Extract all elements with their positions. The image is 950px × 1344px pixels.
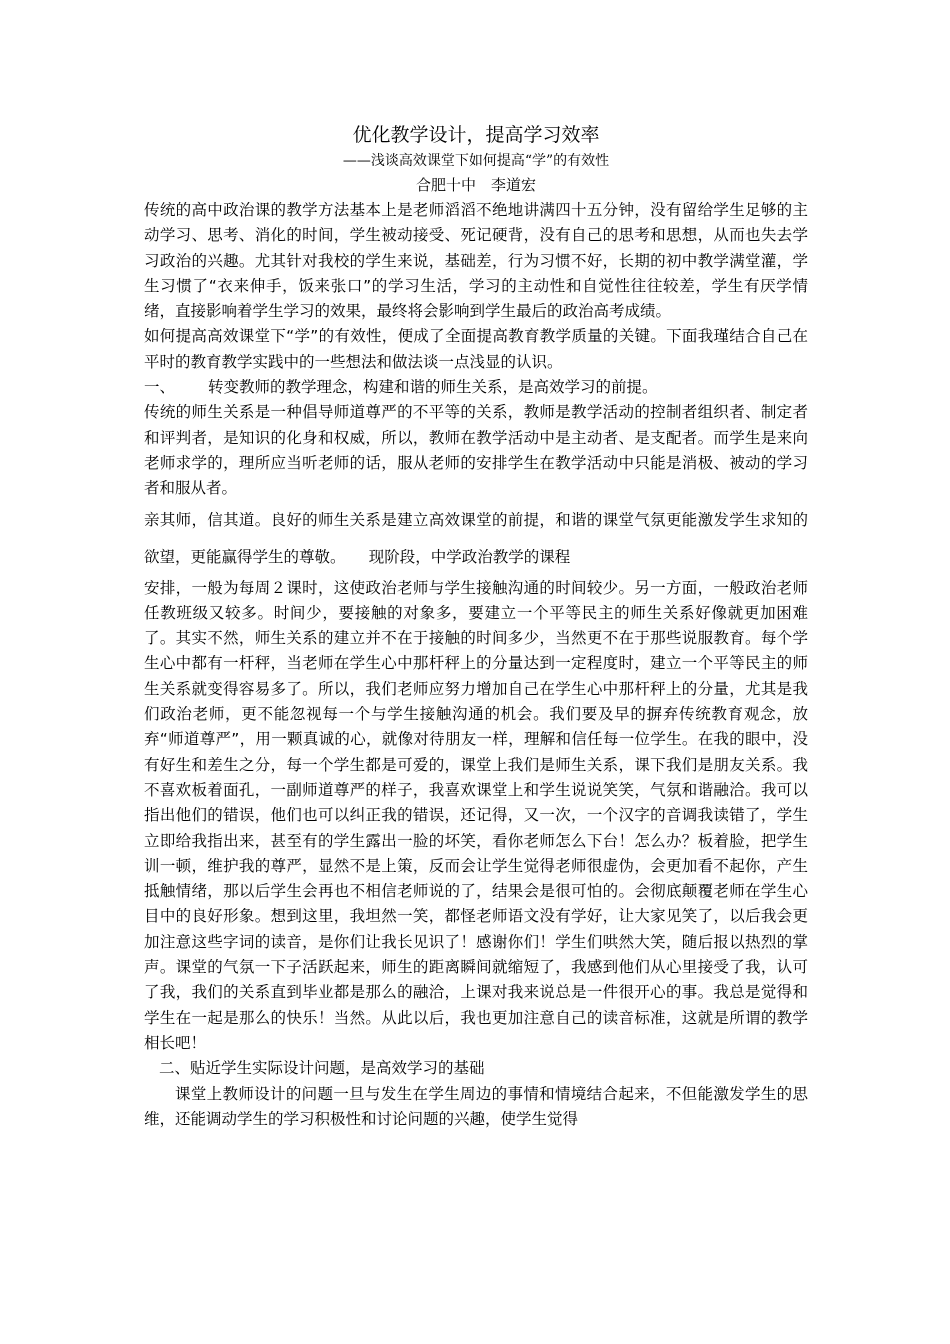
paragraph-thesis: 如何提高高效课堂下“学”的有效性，便成了全面提高教育教学质量的关键。下面我瑾结合自己在平时的教育教学实践中的一些想法和做法谈一点浅显的认识。: [144, 327, 808, 371]
document-page: [144, 120, 808, 1132]
paragraph-good-relationship: 亲其师，信其道。良好的师生关系是建立高效课堂的前提，和谐的课堂气氛更能激发学生求知的欲望，更能赢得学生的尊敬。 现阶段，中学政治教学的课程: [144, 510, 808, 566]
document-title: 优化教学设计，提高学习效率: [352, 124, 600, 146]
document-subtitle: ——浅谈高效课堂下如何提高“学”的有效性: [342, 153, 610, 169]
paragraph-intro: 传统的高中政治课的教学方法基本上是老师滔滔不绝地讲满四十五分钟，没有留给学生足够的主动学习、思考、消化的时间，学生被动接受、死记硬背，没有自己的思考和思想，从而也失去学习政治的兴趣。尤其针对我校的学生来说，基础差，行为习惯不好，长期的初中教学满堂灌，学生习惯了“衣来伸手，饭来张口”的学习生活，学习的主动性和自觉性往往较差，学生有厌学情绪，直接影响着学生学习的效果，最终将会影响到学生最后的政治高考成绩。: [144, 201, 808, 321]
section-number: 一、: [144, 378, 176, 397]
section-heading-1: [144, 375, 808, 400]
section-heading-text: 转变教师的教学理念，构建和谐的师生关系，是高效学习的前提。: [208, 378, 658, 397]
paragraph-anecdote: 安排，一般为每周２课时，这使政治老师与学生接触沟通的时间较少。另一方面，一般政治老师任教班级又较多。时间少，要接触的对象多，要建立一个平等民主的师生关系好像就更加困难了。其实不然，师生关系的建立并不在于接触的时间多少，当然更不在于那些说服教育。每个学生心中都有一杆秤，当老师在学生心中那杆秤上的分量达到一定程度时，建立一个平等民主的师生关系就变得容易多了。所以，我们老师应努力增加自己在学生心中那杆秤上的分量，尤其是我们政治老师，更不能忽视每一个与学生接触沟通的机会。我们要及早的摒弃传统教育观念，放弃“师道尊严”，用一颗真诚的心，就像对待朋友一样，理解和信任每一位学生。在我的眼中，没有好生和差生之分，每一个学生都是可爱的，课堂上我们是师生关系，课下我们是朋友关系。我不喜欢板着面孔，一副师道尊严的样子，我喜欢课堂上和学生说说笑笑，气氛和谐融洽。我可以指出他们的错误，他们也可以纠正我的错误，还记得，又一次，一个汉字的音调我读错了，学生立即给我指出来，甚至有的学生露出一脸的坏笑，看你老师怎么下台！怎么办？板着脸，把学生训一顿，维护我的尊严，显然不是上策，反而会让学生觉得老师很虚伪，会更加看不起你，产生抵触情绪，那以后学生会再也不相信老师说的了，结果会是很可怕的。会彻底颠覆老师在学生心目中的良好形象。想到这里，我坦然一笑，都怪老师语文没有学好，让大家见笑了，以后我会更加注意这些字词的读音，是你们让我长见识了！感谢你们！学生们哄然大笑，随后报以热烈的掌声。课堂的气氛一下子活跃起来，师生的距离瞬间就缩短了，我感到他们从心里接受了我，认可了我，我们的关系直到毕业都是那么的融洽，上课对我来说总是一件很开心的事。我总是觉得和学生在一起是那么的快乐！当然。从此以后，我也更加注意自己的读音标准，这就是所谓的教学相长吧！: [144, 578, 808, 1052]
paragraph-traditional-relationship: 传统的师生关系是一种倡导师道尊严的不平等的关系，教师是教学活动的控制者组织者、制定者和评判者，是知识的化身和权威，所以，教师在教学活动中是主动者、是支配者。而学生是来向老师求学的，理所应当听老师的话，服从老师的安排学生在教学活动中只能是消极、被动的学习者和服从者。: [144, 403, 808, 498]
document-author: 合肥十中 李道宏: [415, 176, 536, 194]
paragraph-question-design: 课堂上教师设计的问题一旦与发生在学生周边的事情和情境结合起来，不但能激发学生的思维，还能调动学生的学习积极性和讨论问题的兴趣，使学生觉得: [144, 1084, 808, 1128]
section-heading-2: 二、贴近学生实际设计问题，是高效学习的基础: [159, 1059, 485, 1078]
